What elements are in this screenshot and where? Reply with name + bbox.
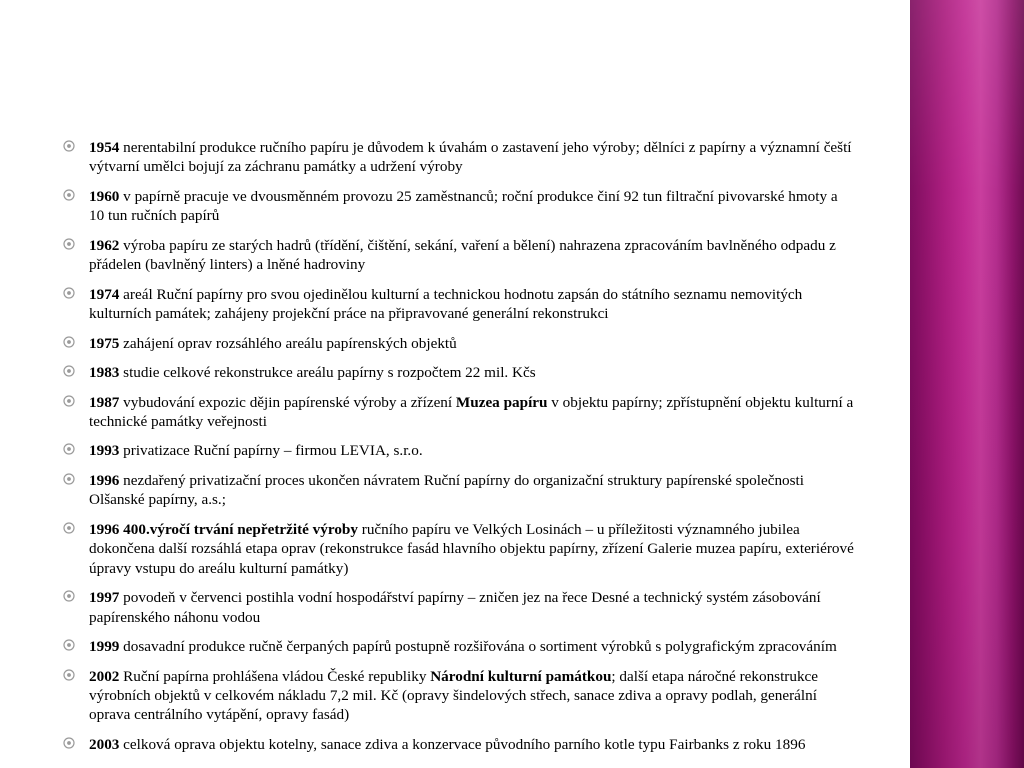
list-item xyxy=(55,393,855,432)
ring-bullet-icon xyxy=(63,189,75,201)
list-item xyxy=(55,138,855,177)
bullet-text: zahájení oprav rozsáhlého areálu papírenských objektů xyxy=(119,334,457,352)
ring-bullet-icon xyxy=(63,287,75,299)
bullet-year: 1996 400.výročí trvání nepřetržité výroby xyxy=(89,520,358,538)
list-item xyxy=(55,236,855,275)
list-item xyxy=(55,735,855,754)
ring-bullet-icon xyxy=(63,365,75,377)
bullet-year: 1997 xyxy=(89,589,120,607)
ring-bullet-icon xyxy=(63,473,75,485)
bullet-text: studie celkové rekonstrukce areálu papírny s rozpočtem 22 mil. Kčs xyxy=(119,364,536,382)
bullet-text: celková oprava objektu kotelny, sanace zdiva a konzervace původního parního kotle typu Fairbanks z roku 1896 xyxy=(119,735,806,753)
ring-bullet-icon xyxy=(63,140,75,152)
list-item xyxy=(55,667,855,725)
bullet-text: výroba papíru ze starých hadrů (třídění, čištění, sekání, vaření a bělení) nahrazena zpracováním bavlněného odpadu z přádelen (bavlněný linters) a lněné hadroviny xyxy=(89,236,836,274)
bullet-year: 1996 xyxy=(89,471,120,489)
bullet-year: 1987 xyxy=(89,393,120,411)
bullet-emphasis: Národní kulturní památkou xyxy=(430,667,612,685)
list-item xyxy=(55,588,855,627)
list-item xyxy=(55,334,855,353)
bullet-emphasis: Muzea papíru xyxy=(455,393,548,411)
ring-bullet-icon xyxy=(63,336,75,348)
timeline-bullet-list xyxy=(55,138,855,754)
bullet-text: dosavadní produkce ručně čerpaných papírů postupně rozšiřována o sortiment výrobků s polygrafickým zpracováním xyxy=(119,638,837,656)
bullet-text-after: v objektu papírny; zpřístupnění objektu kulturní a technické památky veřejnosti xyxy=(89,393,854,430)
bullet-year: 1962 xyxy=(89,236,120,254)
ring-bullet-icon xyxy=(63,669,75,681)
list-item xyxy=(55,441,855,460)
ring-bullet-icon xyxy=(63,238,75,250)
bullet-text-after: ; další etapa náročné rekonstrukce výrobních objektů v celkovém nákladu 7,2 mil. Kč (opravy šindelových střech, sanace zdiva a opravy podlah, generální oprava centrálního vytápění, opravy fasád) xyxy=(89,667,819,724)
bullet-year: 2002 xyxy=(89,667,120,685)
list-item xyxy=(55,471,855,510)
bullet-text: areál Ruční papírny pro svou ojedinělou kulturní a technickou hodnotu zapsán do státního seznamu nemovitých kulturních památek; zahájeny projekční práce na připravované generální rekonstrukci xyxy=(89,285,803,323)
bullet-text: ručního papíru ve Velkých Losinách – u příležitosti významného jubilea dokončena další rozsáhlá etapa oprav (rekonstrukce fasád hlavního objektu papírny, zřízení Galerie muzea papíru, exteriérové úpravy vstupu do areálu kulturní památky) xyxy=(89,520,854,577)
list-item xyxy=(55,363,855,382)
bullet-text: Ruční papírna prohlášena vládou České republiky xyxy=(119,667,431,685)
list-item xyxy=(55,285,855,324)
list-item xyxy=(55,637,855,656)
bullet-year: 1975 xyxy=(89,334,120,352)
ring-bullet-icon xyxy=(63,737,75,749)
bullet-year: 1954 xyxy=(89,139,120,156)
bullet-year: 1983 xyxy=(89,364,120,382)
bullet-text: nezdařený privatizační proces ukončen návratem Ruční papírny do organizační struktury papírenské společnosti Olšanské papírny, a.s.; xyxy=(89,471,804,509)
bullet-text: v papírně pracuje ve dvousměnném provozu 25 zaměstnanců; roční produkce činí 92 tun filtrační pivovarské hmoty a 10 tun ručních papírů xyxy=(89,187,838,225)
bullet-year: 2003 xyxy=(89,735,120,753)
bullet-year: 1993 xyxy=(89,442,120,460)
bullet-text: vybudování expozic dějin papírenské výroby a zřízení xyxy=(119,393,456,411)
band-sheen xyxy=(910,0,1024,768)
ring-bullet-icon xyxy=(63,395,75,407)
list-item xyxy=(55,187,855,226)
bullet-year: 1999 xyxy=(89,638,120,656)
list-item xyxy=(55,520,855,578)
bullet-text: privatizace Ruční papírny – firmou LEVIA, s.r.o. xyxy=(119,442,423,460)
bullet-year: 1960 xyxy=(89,187,120,205)
decorative-gradient-band xyxy=(910,0,1024,768)
bullet-text: povodeň v červenci postihla vodní hospodářství papírny – zničen jez na řece Desné a technický systém zásobování papírenského náhonu vodou xyxy=(89,589,821,626)
slide-content xyxy=(55,138,855,764)
ring-bullet-icon xyxy=(63,639,75,651)
ring-bullet-icon xyxy=(63,590,75,602)
bullet-text: nerentabilní produkce ručního papíru je důvodem k úvahám o zastavení jeho výroby; dělníci z papírny a významní čeští výtvarní umělci bojují za záchranu památky a udržení výroby xyxy=(89,139,852,176)
ring-bullet-icon xyxy=(63,443,75,455)
ring-bullet-icon xyxy=(63,522,75,534)
bullet-year: 1974 xyxy=(89,285,120,303)
